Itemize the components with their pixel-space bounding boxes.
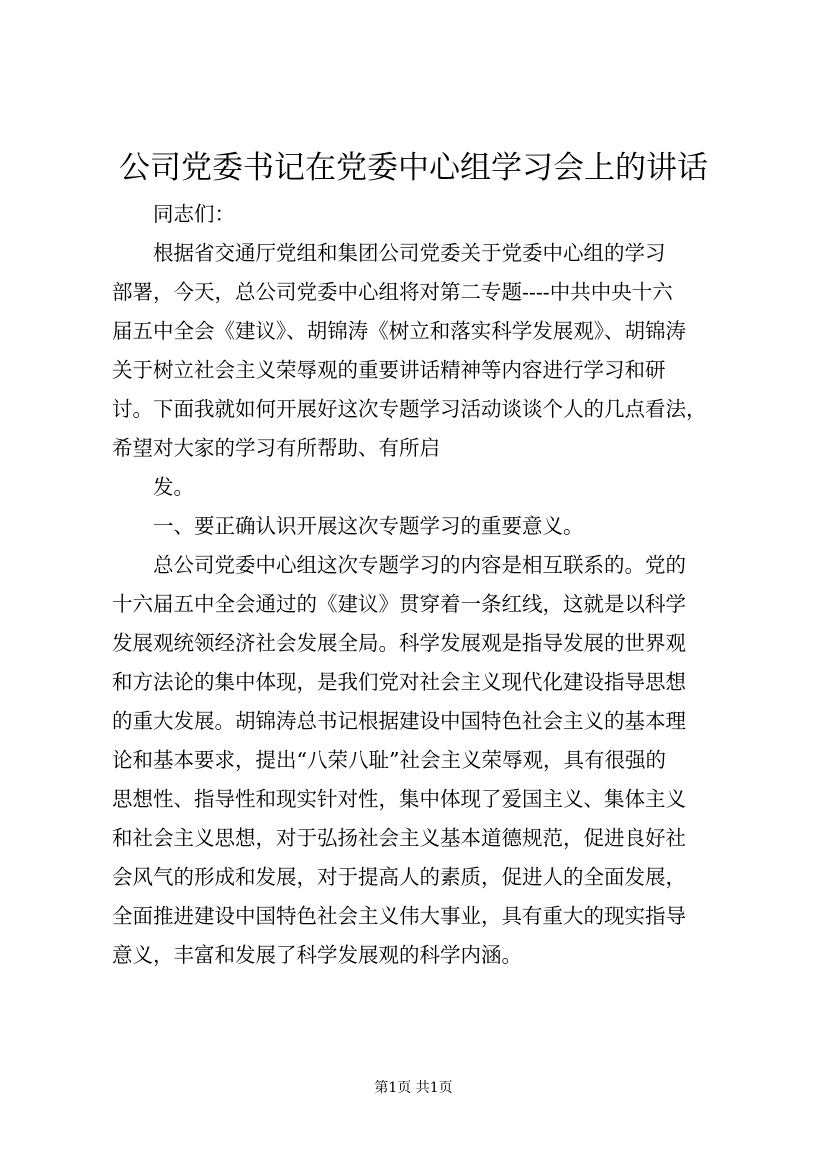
salutation-line: 同志们：: [153, 202, 235, 226]
document-title: 公司党委书记在党委中心组学习会上的讲话: [119, 150, 708, 186]
page-footer: 第1页 共1页: [374, 1080, 453, 1096]
paragraph-2-line-2: 十六届五中全会通过的《建议》贯穿着一条红线，这就是以科学: [112, 592, 686, 616]
section-heading-1: 一、要正确认识开展这次专题学习的重要意义。: [153, 514, 584, 538]
paragraph-1-line-6: 希望对大家的学习有所帮助、有所启: [112, 436, 440, 460]
paragraph-1-line-1: 根据省交通厅党组和集团公司党委关于党委中心组的学习: [153, 241, 666, 265]
paragraph-2-line-4: 和方法论的集中体现，是我们党对社会主义现代化建设指导思想: [112, 670, 686, 694]
paragraph-2-line-1: 总公司党委中心组这次专题学习的内容是相互联系的。党的: [153, 553, 686, 577]
paragraph-2-line-10: 全面推进建设中国特色社会主义伟大事业，具有重大的现实指导: [112, 904, 686, 928]
paragraph-1-line-5: 讨。下面我就如何开展好这次专题学习活动谈谈个人的几点看法，: [112, 397, 707, 421]
paragraph-2-line-3: 发展观统领经济社会发展全局。科学发展观是指导发展的世界观: [112, 631, 686, 655]
document-body: [112, 195, 724, 975]
paragraph-2-line-11: 意义，丰富和发展了科学发展观的科学内涵。: [112, 943, 522, 967]
paragraph-1-line-4: 关于树立社会主义荣辱观的重要讲话精神等内容进行学习和研: [112, 358, 666, 382]
paragraph-2-line-8: 和社会主义思想，对于弘扬社会主义基本道德规范，促进良好社: [112, 826, 686, 850]
paragraph-1-line-2: 部署，今天，总公司党委中心组将对第二专题----中共中央十六: [112, 280, 673, 304]
paragraph-1-line-7: 发。: [153, 475, 194, 499]
paragraph-2-line-9: 会风气的形成和发展，对于提高人的素质，促进人的全面发展，: [112, 865, 686, 889]
paragraph-2-line-6: 论和基本要求，提出“八荣八耻”社会主义荣辱观，具有很强的: [112, 748, 666, 772]
paragraph-2-line-7: 思想性、指导性和现实针对性，集中体现了爱国主义、集体主义: [112, 787, 686, 811]
paragraph-2-line-5: 的重大发展。胡锦涛总书记根据建设中国特色社会主义的基本理: [112, 709, 686, 733]
paragraph-1-line-3: 届五中全会《建议》、胡锦涛《树立和落实科学发展观》、胡锦涛: [112, 319, 686, 343]
